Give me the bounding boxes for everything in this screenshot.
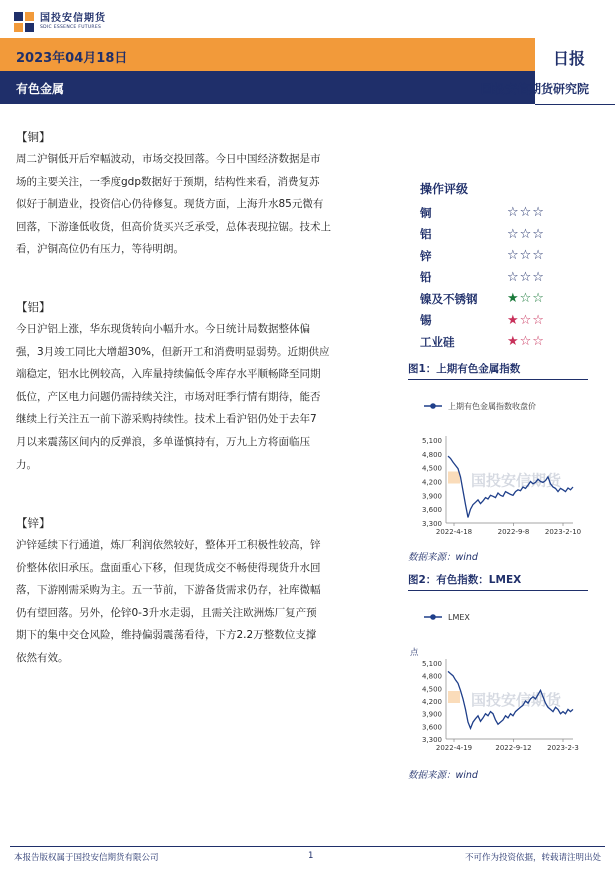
footer-page-number: 1 <box>308 851 314 861</box>
figure-1-source: 数据来源：wind <box>408 552 478 563</box>
report-type: 日报 <box>552 49 585 68</box>
body-line: 依然有效。 <box>16 651 69 664</box>
rating-metal-name: 锡 <box>420 313 432 328</box>
rating-row <box>420 202 580 224</box>
report-date: 2023年04月18日 <box>16 51 128 66</box>
footer-divider <box>10 846 605 847</box>
rating-stars: ★☆☆ <box>507 312 545 328</box>
rating-stars: ★☆☆ <box>507 334 545 350</box>
rating-metal-name: 铝 <box>420 227 432 242</box>
header-divider <box>535 104 615 105</box>
section-title: 【铜】 <box>16 130 51 144</box>
figure-1-divider <box>408 379 588 380</box>
rating-row <box>420 331 580 353</box>
y-tick-label: 4,500 <box>421 685 442 694</box>
x-tick-label: 2022-4-19 <box>435 744 473 752</box>
figure-2-title: 图2：有色指数：LMEX <box>408 574 522 586</box>
legend-marker <box>430 614 436 620</box>
body-line: 落，下游刚需采购为主。五一节前，下游备货需求仍存，社库微幅 <box>16 584 321 597</box>
legend-label: LMEX <box>448 613 470 622</box>
watermark-logo-icon <box>448 472 460 484</box>
body-line: 仍有望回落。另外，伦锌0-3升水走弱，且需关注欧洲炼厂复产预 <box>16 606 317 619</box>
section-title: 【锌】 <box>16 516 51 530</box>
rating-stars: ☆☆☆ <box>507 248 545 264</box>
rating-stars: ☆☆☆ <box>507 269 545 285</box>
rating-metal-name: 镍及不锈钢 <box>420 291 478 306</box>
y-axis-label: 点 <box>410 648 419 658</box>
y-tick-label: 3,300 <box>421 736 442 744</box>
legend-marker <box>430 403 436 409</box>
body-line: 回落，下游逢低收货，但高价货买兴乏承受，总体表现拉锯。技术上 <box>16 220 331 233</box>
y-tick-label: 3,900 <box>421 710 442 719</box>
section-body <box>16 148 390 261</box>
body-line: 期下的集中交仓风险，维持偏弱震荡看待，下方2.2万整数位支撑 <box>16 629 317 642</box>
watermark: 国投安信期货 <box>470 471 562 490</box>
body-line: 力。 <box>16 458 37 471</box>
y-tick-label: 3,300 <box>421 520 442 528</box>
figure-1-chart <box>408 392 588 544</box>
body-line: 今日沪铝上涨，华东现货转向小幅升水。今日统计局数据整体偏 <box>16 323 310 335</box>
watermark: 国投安信期货 <box>470 691 562 709</box>
body-line: 似好于制造业，投资信心仍待修复。现货方面，上海升水85元微有 <box>16 198 324 211</box>
body-line: 月以来震荡区间内的反弹浪，多单谨慎持有，万九上方将面临压 <box>16 435 310 448</box>
y-tick-label: 4,800 <box>421 450 442 459</box>
rating-row <box>420 310 580 332</box>
section-title: 【铝】 <box>16 300 51 314</box>
legend-label: 上期有色金属指数收盘价 <box>448 402 536 411</box>
operation-rating <box>420 180 580 353</box>
logo-english-name: SDIC ESSENCE FUTURES <box>40 24 102 30</box>
watermark-logo-icon <box>448 691 460 703</box>
rating-metal-name: 铅 <box>420 270 432 285</box>
y-tick-label: 4,500 <box>421 464 442 473</box>
rating-stars: ☆☆☆ <box>507 226 545 242</box>
y-tick-label: 4,200 <box>421 698 442 706</box>
company-logo <box>14 10 106 34</box>
y-tick-label: 4,800 <box>421 672 442 681</box>
y-tick-label: 4,200 <box>421 478 442 487</box>
body-line: 周二沪铜低开后窄幅波动，市场交投回落。今日中国经济数据是市 <box>16 153 321 165</box>
sector-name: 有色金属 <box>16 82 65 96</box>
header-navy-bar <box>0 71 535 104</box>
rating-metal-name: 铜 <box>420 205 432 220</box>
footer-copyright: 本报告版权属于国投安信期货有限公司 <box>14 853 159 863</box>
footer-disclaimer: 不可作为投资依据，转载请注明出处 <box>464 853 601 863</box>
body-line: 看，沪铜高位仍有压力，等待明朗。 <box>16 243 184 256</box>
section-body <box>16 318 390 476</box>
body-line: 低位，产区电力问题仍需持续关注，市场对旺季行情有期待，能否 <box>16 390 321 403</box>
y-tick-label: 3,900 <box>421 492 442 501</box>
figure-2-divider <box>408 590 588 591</box>
body-line: 端稳定，铝水比例较高，入库量持续偏低令库存水平顺畅降至同期 <box>16 368 321 381</box>
figure-1-title: 图1：上期有色金属指数 <box>408 363 521 375</box>
rating-metal-name: 锌 <box>420 248 432 263</box>
x-tick-label: 2022-9-12 <box>495 744 532 752</box>
figure-2-chart <box>408 603 588 760</box>
rating-title: 操作评级 <box>420 182 469 196</box>
y-tick-label: 5,100 <box>421 660 442 668</box>
body-line: 场的主要关注，一季度gdp数据好于预期，结构性来看，消费复苏 <box>16 175 320 188</box>
rating-row <box>420 245 580 267</box>
y-tick-label: 3,600 <box>421 723 442 732</box>
institute-name: 国投安信期货研究院 <box>480 82 589 96</box>
section-copper <box>16 128 390 261</box>
section-body <box>16 534 390 670</box>
rating-row <box>420 288 580 310</box>
y-tick-label: 3,600 <box>421 506 442 515</box>
body-line: 沪锌延续下行通道，炼厂利润依然较好，整体开工积极性较高，锌 <box>16 539 321 551</box>
rating-row <box>420 267 580 289</box>
body-line: 强，3月竣工同比大增超30%，但新开工和消费明显弱势。近期供应 <box>16 345 330 358</box>
section-aluminum <box>16 298 390 476</box>
body-line: 继续上行关注五一前下游采购持续性。技术上看沪铝仍处于去年7 <box>16 413 317 426</box>
x-tick-label: 2022-9-8 <box>497 528 530 536</box>
x-tick-label: 2022-4-18 <box>435 528 473 536</box>
rating-metal-name: 工业硅 <box>420 334 455 349</box>
rating-stars: ★☆☆ <box>507 291 545 307</box>
y-tick-label: 5,100 <box>421 437 442 445</box>
figure-2-source: 数据来源：wind <box>408 770 478 781</box>
x-tick-label: 2023-2-3 <box>547 744 579 752</box>
logo-name: 国投安信期货 <box>40 12 106 24</box>
x-tick-label: 2023-2-10 <box>544 528 582 536</box>
section-zinc <box>16 514 390 670</box>
body-line: 价整体依旧承压。盘面重心下移，但现货成交不畅使得现货升水回 <box>16 561 321 574</box>
logo-mark-icon <box>14 12 34 32</box>
rating-row <box>420 224 580 246</box>
rating-stars: ☆☆☆ <box>507 205 545 221</box>
